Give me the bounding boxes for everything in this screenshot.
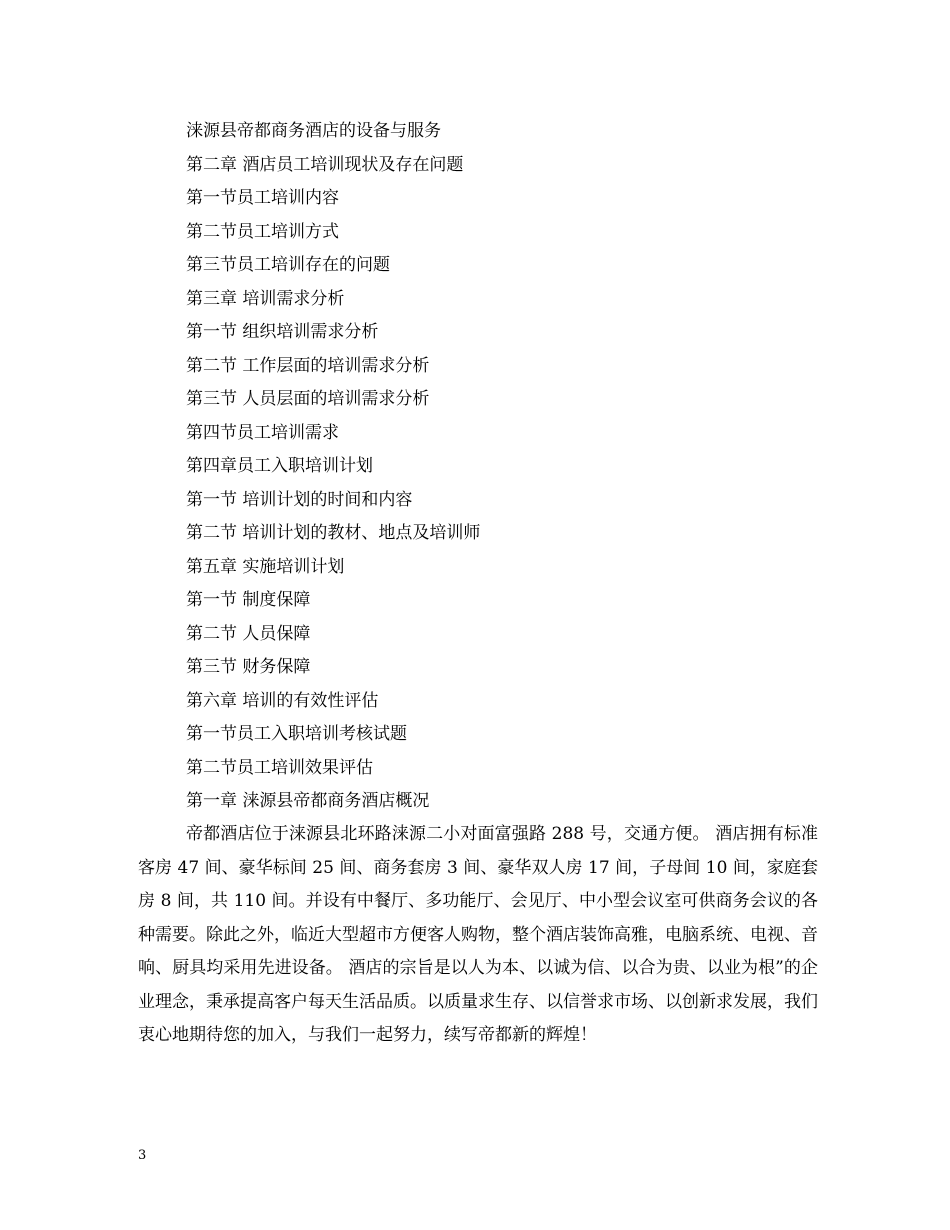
table-of-contents <box>186 118 480 822</box>
toc-item: 第一节员工培训内容 <box>186 188 339 208</box>
toc-item: 第六章 培训的有效性评估 <box>186 690 379 711</box>
toc-item: 第二节员工培训方式 <box>186 221 339 242</box>
toc-item: 第一节 培训计划的时间和内容 <box>186 489 413 510</box>
toc-item: 第二节 培训计划的教材、地点及培训师 <box>186 523 481 543</box>
toc-item: 第一节员工入职培训考核试题 <box>186 724 407 744</box>
toc-item: 第三节员工培训存在的问题 <box>186 255 390 275</box>
toc-item: 第四章员工入职培训计划 <box>186 456 373 476</box>
toc-item: 第五章 实施培训计划 <box>186 556 345 577</box>
toc-item: 第三节 财务保障 <box>186 657 311 677</box>
toc-item: 第一章 涞源县帝都商务酒店概况 <box>186 791 430 811</box>
toc-item: 第二节 人员保障 <box>186 623 311 644</box>
toc-item: 第二章 酒店员工培训现状及存在问题 <box>186 154 464 175</box>
toc-item: 第一节 制度保障 <box>186 590 311 610</box>
toc-item: 第三章 培训需求分析 <box>186 288 345 309</box>
toc-item: 第二节 工作层面的培训需求分析 <box>186 355 430 376</box>
body-paragraph: 帝都酒店位于涞源县北环路涞源二小对面富强路 288 号，交通方便。 酒店拥有标准客房 47 间、豪华标间 25 间、商务套房 3 间、豪华双人房 17 间，子母间 10 间，家庭套房 8 间，共 110 间。并设有中餐厅、多功能厅、会见厅、中小型会议室可供商务会议的各种需要。除此之外，临近大型超市方便客人购物，整个酒店装饰高雅，电脑系统、电视、音响、厨具均采用先进设备。 酒店的宗旨是以人为本、以诚为信、以合为贵、以业为根”的企业理念，秉承提高客户每天生活品质。以质量求生存、以信誉求市场、以创新求发展，我们衷心地期待您的加入，与我们一起努力，续写帝都新的辉煌！ <box>138 824 818 1045</box>
toc-item: 涞源县帝都商务酒店的设备与服务 <box>186 121 441 141</box>
page-number: 3 <box>138 1148 147 1163</box>
toc-item: 第二节员工培训效果评估 <box>186 757 373 778</box>
toc-item: 第四节员工培训需求 <box>186 422 339 443</box>
toc-item: 第一节 组织培训需求分析 <box>186 322 379 342</box>
toc-item: 第三节 人员层面的培训需求分析 <box>186 389 430 409</box>
